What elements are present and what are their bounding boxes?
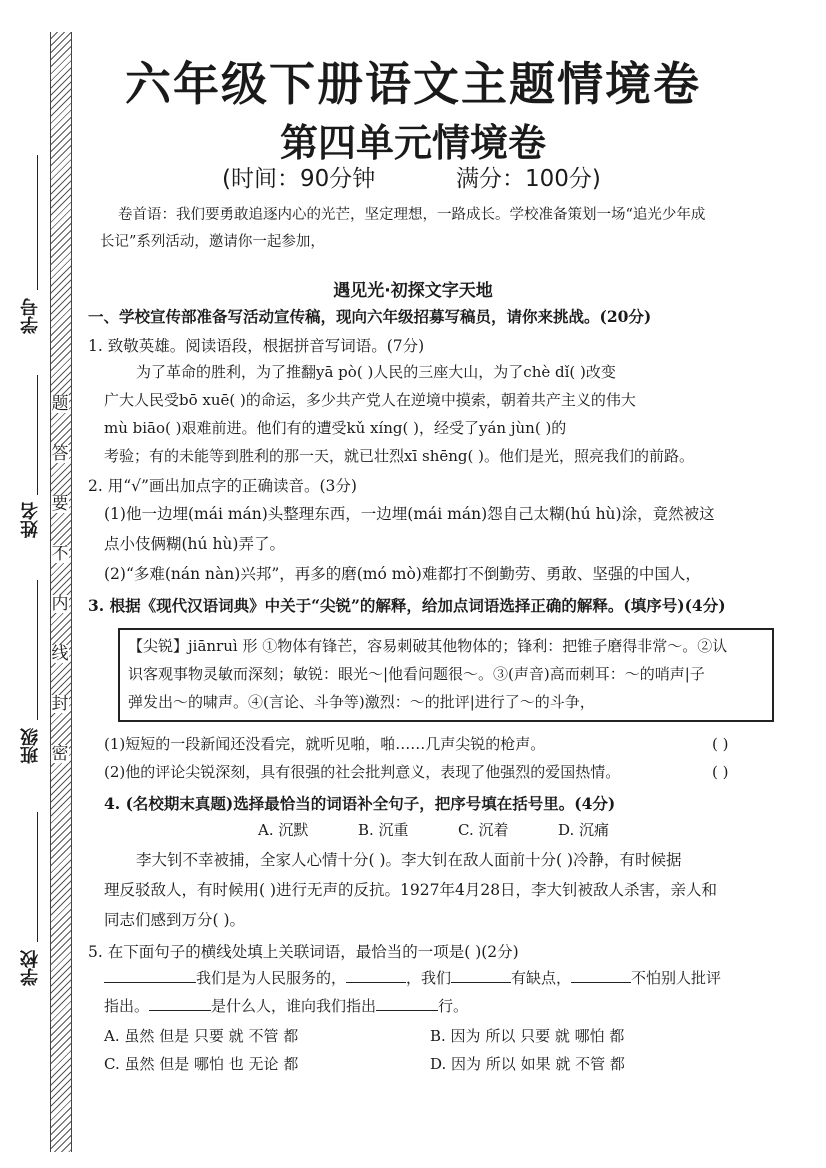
full-score: 满分：100分) — [456, 166, 601, 192]
q5-option-a[interactable]: A. 虽然 但是 只要 就 不管 都 — [104, 1027, 299, 1045]
q5-option-c[interactable]: C. 虽然 但是 哪怕 也 无论 都 — [104, 1055, 299, 1073]
seal-char: 线 — [51, 644, 69, 664]
dict-line: 【尖锐】jiānruì 形 ①物体有锋芒，容易刺破其他物体的；锋利：把锥子磨得非常～。②认 — [128, 637, 728, 655]
q4-line: 同志们感到万分( )。 — [104, 911, 246, 929]
q5-option-b[interactable]: B. 因为 所以 只要 就 哪怕 都 — [430, 1027, 625, 1045]
q2-line: 点小伎俩糊(hú hù)弄了。 — [104, 535, 285, 553]
q1-line: 为了革命的胜利，为了推翻yā pò( )人民的三座大山，为了chè dǐ( )改变 — [136, 363, 616, 381]
intro-line: 卷首语：我们要勇敢追逐内心的光芒，坚定理想，一路成长。学校准备策划一场“追光少年成 — [118, 207, 706, 223]
school-line[interactable] — [37, 812, 38, 942]
q3-title: 3. 根据《现代汉语词典》中关于“尖锐”的解释，给加点词语选择正确的解释。(填序号)(4分) — [88, 596, 726, 615]
seal-char: 题 — [51, 394, 69, 414]
fill-blank[interactable] — [376, 996, 438, 1011]
seal-char: 封 — [51, 694, 69, 714]
answer-blank[interactable]: ( ) — [712, 735, 729, 753]
q4-line: 李大钊不幸被捕，全家人心情十分( )。李大钊在敌人面前十分( )冷静，有时候据 — [136, 851, 682, 869]
answer-blank[interactable]: ( ) — [712, 763, 729, 781]
intro-line: 长记”系列活动，邀请你一起参加， — [100, 234, 325, 250]
seal-char: 答 — [51, 444, 69, 464]
q3-sentence: (2)他的评论尖锐深刻，具有很强的社会批判意义，表现了他强烈的爱国热情。 — [104, 763, 621, 781]
q4-title: 4. (名校期末真题)选择最恰当的词语补全句子，把序号填在括号里。(4分) — [104, 794, 616, 813]
class-line[interactable] — [37, 580, 38, 720]
fill-blank[interactable] — [149, 996, 211, 1011]
q4-option: A. 沉默 — [258, 821, 309, 839]
q2-title: 2. 用“√”画出加点字的正确读音。(3分) — [88, 477, 357, 495]
q4-option: C. 沉着 — [458, 821, 509, 839]
dict-line: 识客观事物灵敏而深刻；敏锐：眼光～|他看问题很～。③(声音)高而刺耳：～的哨声|子 — [128, 665, 705, 683]
section-title: 遇见光·初探文字天地 — [333, 281, 493, 301]
page-title: 六年级下册语文主题情境卷 — [125, 57, 701, 111]
seal-char: 要 — [51, 494, 69, 514]
q4-option: D. 沉痛 — [558, 821, 610, 839]
q5-title: 5. 在下面句子的横线处填上关联词语，最恰当的一项是( )(2分) — [88, 943, 519, 961]
name-line[interactable] — [37, 375, 38, 495]
seal-char: 不 — [51, 544, 69, 564]
seal-hatch-strip — [50, 32, 72, 1152]
q1-line: 广大人民受bō xuē( )的命运，多少共产党人在逆境中摸索，朝着共产主义的伟大 — [104, 391, 636, 409]
fill-blank[interactable] — [104, 968, 196, 983]
student-no-label: 学号 — [20, 298, 41, 334]
q1-line: 考验；有的未能等到胜利的那一天，就已壮烈xī shēng( )。他们是光，照亮我们的前路。 — [104, 447, 694, 465]
dict-line: 弹发出～的啸声。④(言论、斗争等)激烈：～的批评|进行了～的斗争， — [128, 693, 595, 711]
seal-char: 内 — [51, 594, 69, 614]
fill-blank[interactable] — [346, 968, 406, 983]
school-label: 学校 — [20, 950, 41, 986]
q5-line1: 我们是为人民服务的， ，我们 有缺点， 不怕别人批评 — [104, 968, 721, 988]
q5-option-d[interactable]: D. 因为 所以 如果 就 不管 都 — [430, 1055, 625, 1073]
page-subtitle: 第四单元情境卷 — [279, 121, 546, 165]
q1-title: 1. 致敬英雄。阅读语段，根据拼音写词语。(7分) — [88, 337, 425, 355]
q1-line: mù biāo( )艰难前进。他们有的遭受kǔ xíng( )，经受了yán jùn( )的 — [104, 419, 567, 437]
name-label: 姓名 — [20, 502, 41, 538]
q2-line: (2)“多难(nán nàn)兴邦”，再多的磨(mó mò)难都打不倒勤劳、勇敢、坚强的中国人， — [104, 565, 701, 583]
student-no-line[interactable] — [37, 155, 38, 290]
exam-time: (时间：90分钟 — [222, 166, 376, 192]
fill-blank[interactable] — [571, 968, 631, 983]
q3-sentence: (1)短短的一段新闻还没看完，就听见啪，啪……几声尖锐的枪声。 — [104, 735, 546, 753]
q5-line2: 指出。 是什么人，谁向我们指出 行。 — [104, 997, 469, 1015]
seal-char: 密 — [51, 744, 69, 764]
fill-blank[interactable] — [451, 968, 511, 983]
q4-line: 理反驳敌人，有时候用( )进行无声的反抗。1927年4月28日，李大钊被敌人杀害，亲人和 — [104, 881, 718, 899]
part1-heading: 一、学校宣传部准备写活动宣传稿，现向六年级招募写稿员，请你来挑战。(20分) — [88, 307, 652, 326]
class-label: 班级 — [20, 728, 41, 764]
q4-option: B. 沉重 — [358, 821, 409, 839]
q2-line: (1)他一边埋(mái mán)头整理东西，一边埋(mái mán)怨自己太糊(hú hù)涂，竟然被这 — [104, 505, 715, 523]
